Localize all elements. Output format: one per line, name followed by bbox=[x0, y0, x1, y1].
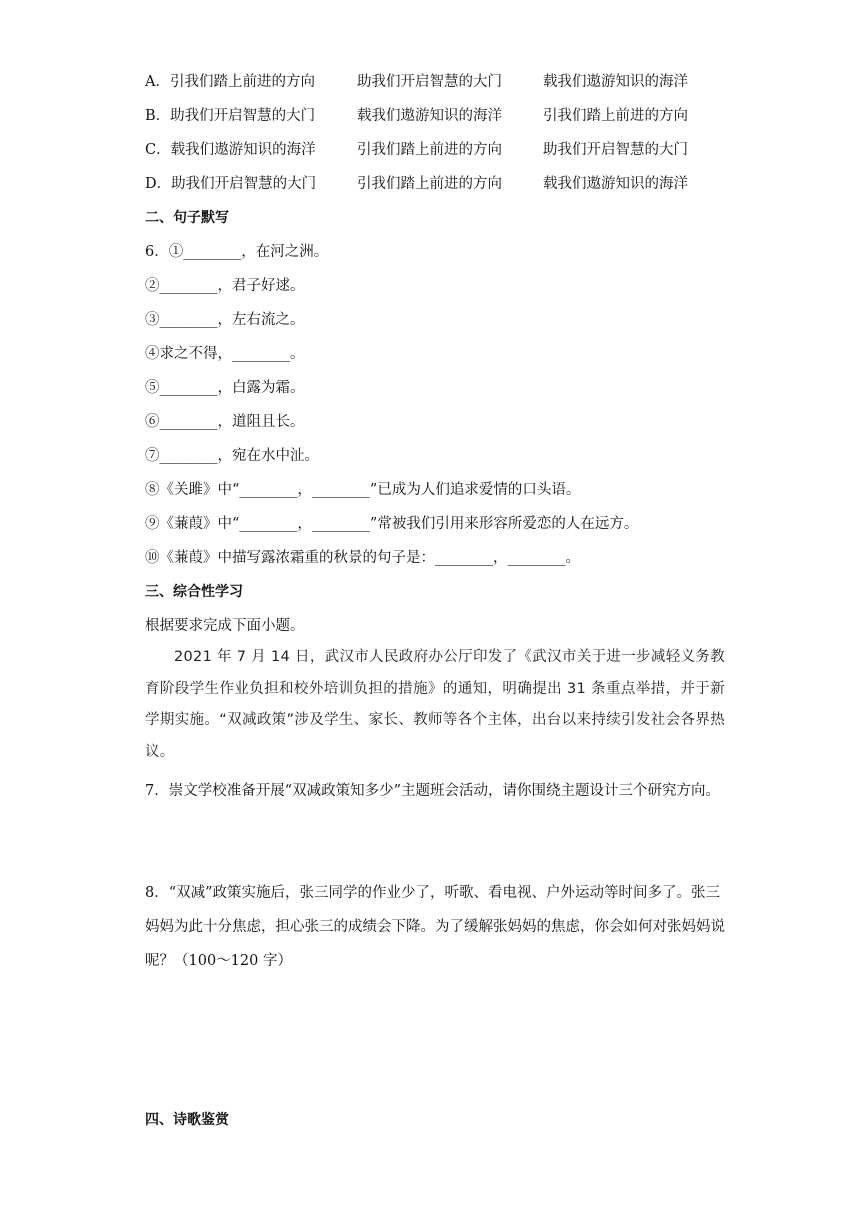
fill-blank-item-3: ③________，左右流之。 bbox=[145, 312, 305, 328]
section-intro: 根据要求完成下面小题。 bbox=[145, 618, 305, 634]
option-d-first: D．助我们开启智慧的大门 bbox=[145, 176, 317, 192]
fill-blank-item-7: ⑦________，宛在水中沚。 bbox=[145, 448, 319, 464]
fill-blank-item-10: ⑩《蒹葭》中描写露浓霜重的秋景的句子是：________，________。 bbox=[145, 550, 580, 566]
question-8: 8．“双减”政策实施后，张三同学的作业少了，听歌、看电视、户外运动等时间多了。张三妈妈为此十分焦虑，担心张三的成绩会下降。为了缓解张妈妈的焦虑，你会如何对张妈妈说呢？（100～120 字） bbox=[145, 885, 725, 969]
option-b bbox=[145, 106, 745, 126]
option-d bbox=[145, 174, 745, 194]
option-b-second: 载我们遨游知识的海洋 bbox=[357, 108, 502, 124]
fill-blank-item-1: 6．①________，在河之洲。 bbox=[145, 244, 329, 260]
option-b-third: 引我们踏上前进的方向 bbox=[543, 108, 688, 124]
option-a-second: 助我们开启智慧的大门 bbox=[357, 74, 502, 90]
fill-blank-item-2: ②________，君子好逑。 bbox=[145, 278, 305, 294]
option-d-second: 引我们踏上前进的方向 bbox=[357, 176, 502, 192]
section-heading-poetry: 四、诗歌鉴赏 bbox=[145, 1112, 229, 1128]
option-b-first: B．助我们开启智慧的大门 bbox=[145, 108, 316, 124]
option-a-first: A．引我们踏上前进的方向 bbox=[145, 74, 315, 90]
question-7: 7．崇文学校准备开展“双减政策知多少”主题班会活动，请你围绕主题设计三个研究方向。 bbox=[145, 783, 721, 799]
fill-blank-item-8: ⑧《关雎》中“________，________”已成为人们追求爱情的口头语。 bbox=[145, 482, 581, 498]
option-d-third: 载我们遨游知识的海洋 bbox=[543, 176, 688, 192]
fill-blank-item-5: ⑤________，白露为霜。 bbox=[145, 380, 305, 396]
section-heading-comprehensive: 三、综合性学习 bbox=[145, 584, 243, 600]
fill-blank-item-9: ⑨《蒹葭》中“________，________”常被我们引用来形容所爱恋的人在远方。 bbox=[145, 516, 639, 532]
reading-passage: 2021 年 7 月 14 日，武汉市人民政府办公厅印发了《武汉市关于进一步减轻义务教育阶段学生作业负担和校外培训负担的措施》的通知，明确提出 31 条重点举措，并于新学期实施。“双减政策”涉及学生、家长、教师等各个主体，出台以来持续引发社会各界热议。 bbox=[145, 649, 725, 760]
option-a bbox=[145, 72, 745, 92]
fill-blank-item-4: ④求之不得，________。 bbox=[145, 346, 305, 362]
section-heading-recitation: 二、句子默写 bbox=[145, 210, 229, 226]
option-c-first: C．载我们遨游知识的海洋 bbox=[145, 142, 316, 158]
option-c bbox=[145, 140, 745, 160]
option-c-third: 助我们开启智慧的大门 bbox=[543, 142, 688, 158]
fill-blank-item-6: ⑥________，道阻且长。 bbox=[145, 414, 305, 430]
option-a-third: 载我们遨游知识的海洋 bbox=[543, 74, 688, 90]
option-c-second: 引我们踏上前进的方向 bbox=[357, 142, 502, 158]
